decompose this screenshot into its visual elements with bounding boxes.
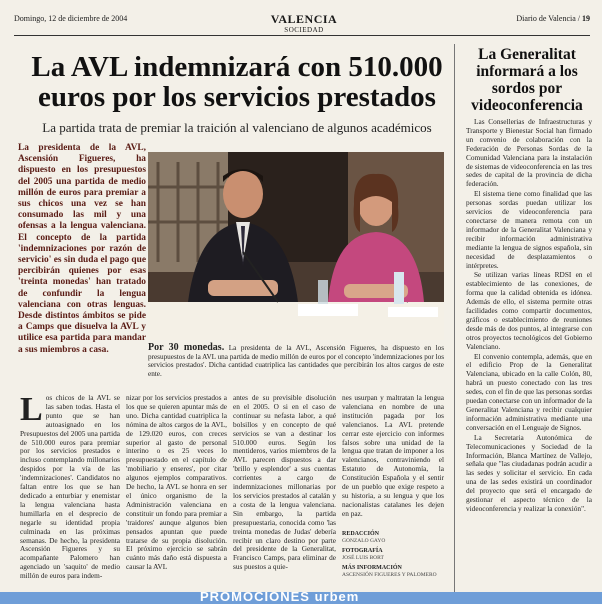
caption-text: La presidenta de la AVL, Ascensión Figueres, ha dispuesto en los presupuestos de la AVL una partida de medio millón de euros por el concepto 'indemnizaciones por los servicios prestados'. Dicha cantidad cuatriplica las cantidades que percibirán los altos cargos de este ente. [148, 344, 445, 378]
credit-foto: JOSÉ LUIS BORT [342, 555, 384, 561]
promo-banner-text: PROMOCIONES urbem [200, 592, 360, 604]
page-number: 19 [582, 14, 590, 23]
section-name: VALENCIA [270, 12, 338, 26]
drop-cap: L [20, 391, 43, 428]
photo-caption [148, 344, 444, 378]
sidebar-divider [454, 44, 455, 592]
sidebar-paragraph: Las Consellerias de Infraestructuras y Transporte y Bienestar Social han firmado un convenio de colaboración con la Federación de Personas Sordas de la Comunidad Valenciana para la instalación de sistemas de videoconferencia en las tres sedes de capital de la provincia de dicha federación. [466, 117, 592, 189]
masthead [14, 12, 590, 36]
promo-banner [0, 592, 602, 604]
article-credits [342, 528, 444, 579]
photo-illustration [148, 152, 444, 340]
column-1-text: os chicos de la AVL se las saben todas. Hasta el punto que se han autoasignado en los Presupuestos del 2005 una partida de 510.000 euros para premiar por los servicios prestados e incluso contemplando millonarios despidos por la vía de las 'indemnizaciones'. Candidatos no faltan entre los que se han dedicado a enturbiar y enemistar la lengua valenciana hasta humillarla en el desprecio de negarle su identidad propia culminada en las próximas semanas. De hecho, la presidenta Ascensión Figueres y su acompañante Palomero han agenciado un 'saquito' de medio millón de euros para indem- [20, 393, 120, 581]
page-label [516, 14, 590, 23]
body-column-2: nizar por los servicios prestados a los que se quieren apuntar más de uno. Dicha cantidad cuatriplica la nómina de altos cargos de la AVL, de 129.020 euros, con creces superior al gasto de personal interino o es 25 veces lo presupuestado en el capítulo de 'mobiliario y enseres', por citar algunos ejemplos comparativos. De hecho, la AVL se honra en ser el único organismo de la Administración valenciana en constituir un fondo para premiar a 'traidores' aunque algunos bien pensados apuntan que puede tratarse de su propia disolución. El próximo ejercicio se sabrán cuánto más daño está dispuesta a causar la AVL [126, 393, 227, 572]
credit-info: ASCENSIÓN FIGUERES Y PALOMERO [342, 572, 437, 578]
paper-name: Diario de Valencia / [516, 14, 580, 23]
issue-date: Domingo, 12 de diciembre de 2004 [14, 14, 128, 23]
credit-info-label: MÁS INFORMACIÓN [342, 565, 402, 571]
sidebar-paragraph: El convenio contempla, además, que en el edificio Prop de la Generalitat Valenciana, ubicado en la calle Colón, 80, habrá un puesto conectado con las tres sedes, con el fin de que las personas sordas puedan conectarse con un informador de la Generalitat Valenciana y recibir cualquier información administrativa mediante una conversación en el Lenguaje de Signos. [466, 351, 592, 432]
credit-redaccion: GONZALO GAYO [342, 538, 386, 544]
body-column-3: antes de su previsible disolución en el 2005. O si en el caso de continuar su nefasta labor, a qué bolsillos y en concepto de qué servicios se van a destinar los 510.000 euros. Según los mentideros, varios miembros de la AVL parecen dispuestos a dar 'brillo y esplendor' a sus cuentas corrientes a cargo de indemnizaciones millonarias por los servicios prestados al catalán y a costa de la lengua valenciana. Sin embargo, la partida presupuestaria, conocida como 'las treinta monedas de Judas' debería recibir un claro destino por parte del presidente de la Generalitat, Francisco Camps, para eliminar de sus puestos a quie- [233, 393, 336, 572]
news-photo [148, 152, 444, 340]
body-column-1 [20, 391, 120, 581]
credit-foto-label: FOTOGRAFÍA [342, 548, 383, 554]
article-lead: La presidenta de la AVL, Ascensión Figueres, ha dispuesto en los presupuestos del 2005 una partida de medio millón de euros para premiar a sus chicos una vez se han consumado las mil y una ofensas a la lengua valenciana. El concepto de la partida 'indemnizaciones por razón de servicio' es sin duda el pago que percibirán quienes por esas 'treinta monedas' han tratado de confundir la lengua valenciana con otras lenguas. Desde distintos ámbitos se pide a Camps que disuelva la AVL y utilice esa partida para mandar a sus miembros a casa. [18, 143, 146, 355]
body-column-4: nes usurpan y maltratan la lengua valenciana en nombre de una institución pagada por los valencianos. La AVL pretende cerrar este ejercicio con informes falsos sobre una unidad de la lengua que tratan de imponer a los valencianos, contraviniendo el Estatuto de Autonomía, la Constitución Española y el sentir de un pueblo que exige respeto a su historia, a su lengua y que los nacionalistas catalanes les dejen en paz. [342, 393, 444, 518]
sidebar-body [466, 118, 592, 515]
sidebar-paragraph: La Secretaria Autonómica de Telecomunicaciones y Sociedad de la Información, Blanca Martínez de Vallejo, señala que "las ciudadanas podrán acudir a las sedes y solicitar el servicio. En cada una de las sedes existirá un coordinador del proyecto que será el encargado de gestionar el aspecto técnico de la videoconferencia y realizar la conexión". [466, 432, 592, 513]
sidebar-headline: La Generalitat informará a los sordos por videoconferencia [471, 46, 583, 114]
credit-redaccion-label: REDACCIÓN [342, 531, 380, 537]
sidebar-paragraph: Se utilizan varias líneas RDSI en el establecimiento de las conexiones, de forma que la calidad obtenida es idónea. Además de ello, el sistema permite otras facilidades como compartir documentos, gráficos o establecimiento de reuniones desde más de dos puntos, al integrarse con otros proyectos tecnológicos del Gobierno Valenciano. [466, 270, 592, 351]
subsection-name: SOCIEDAD [284, 26, 324, 34]
caption-heading: Por 30 monedas. [148, 342, 225, 353]
article-deck: La partida trata de premiar la traición al valenciano de algunos académicos [42, 120, 432, 135]
article-headline: La AVL indemnizará con 510.000 euros por los servicios prestados [31, 51, 443, 113]
sidebar-paragraph: El sistema tiene como finalidad que las personas sordas puedan utilizar los servicios de videoconferencia para conectarse de manera remota con un informador de la Generalitat Valenciana y recibir información administrativa mediante la lengua de signos española, sin necesidad de desplazamientos o intérpretes. [466, 189, 592, 270]
